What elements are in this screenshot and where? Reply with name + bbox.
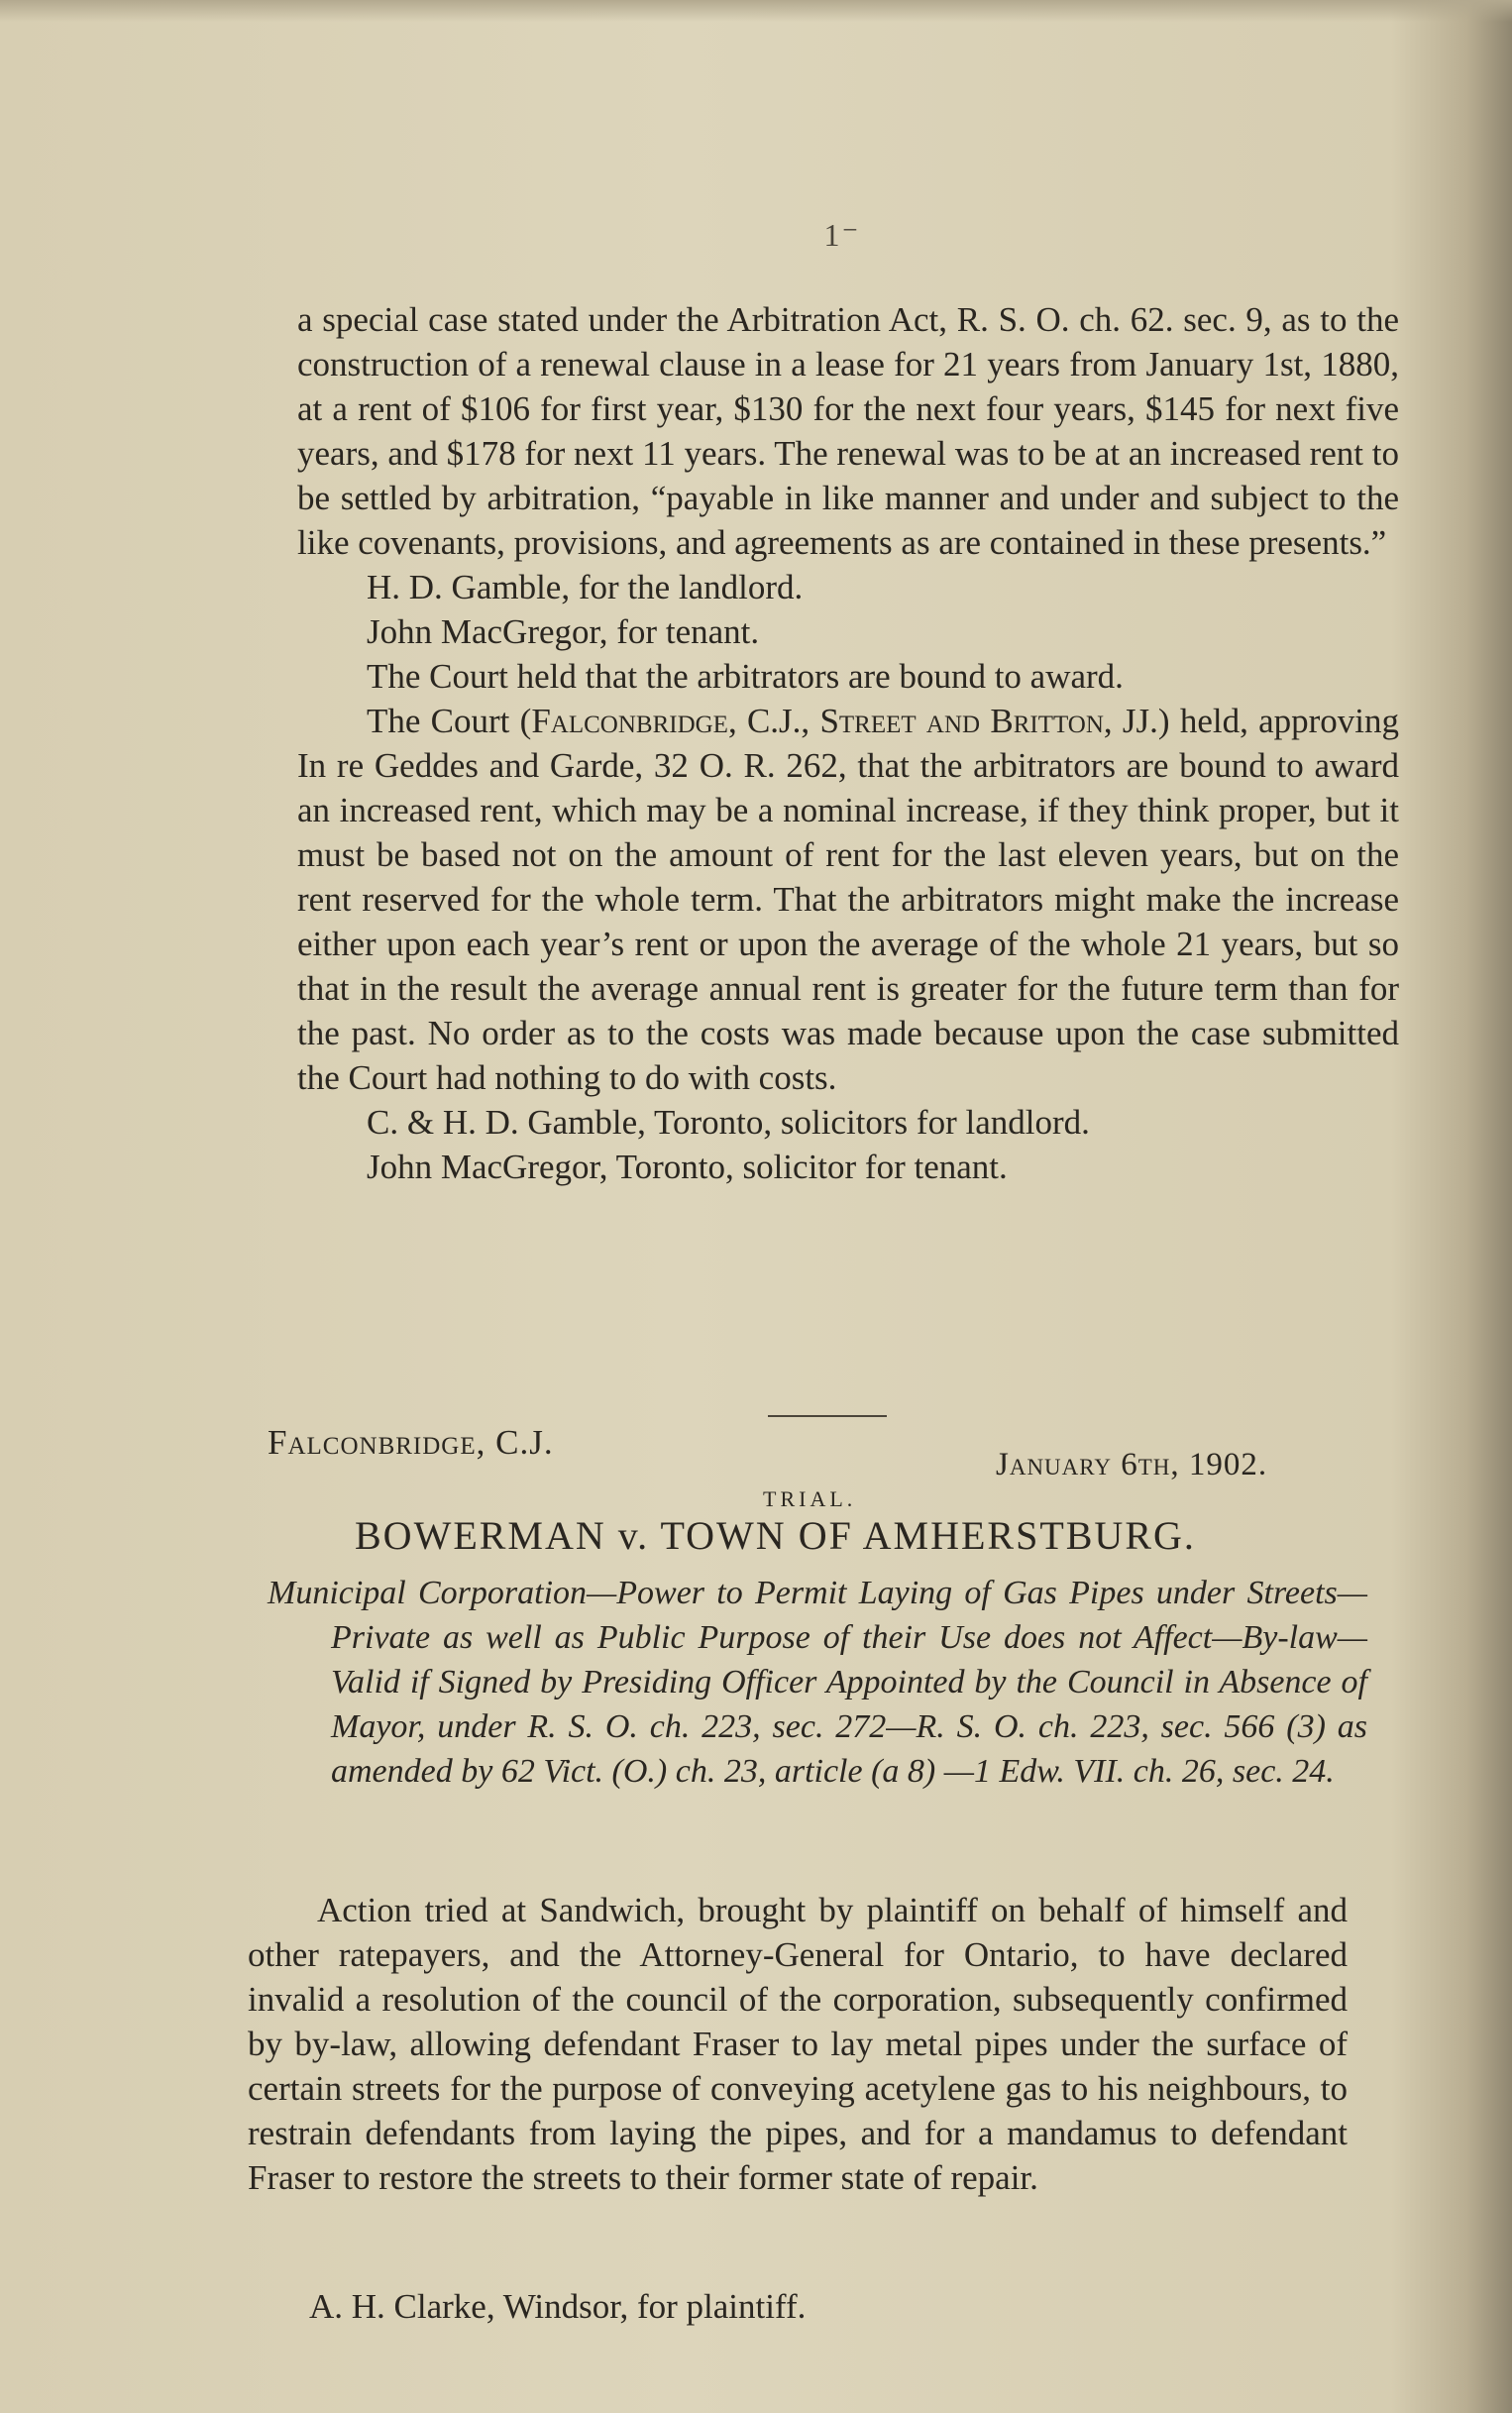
solicitors-tenant: John MacGregor, Toronto, solicitor for tenant. [367, 1148, 1008, 1186]
opening-paragraph: a special case stated under the Arbitration Act, R. S. O. ch. 62. sec. 9, as to the construction of a renewal clause in a lease for 21 years from January 1st, 1880, at a rent of $106 for first year, $130 for the next four years, $145 for next five years, and $178 for next 11 years. The renewal was to be at an increased rent to be settled by arbitration, “payable in like manner and under and subject to the like covenants, provisions, and agreements as are contained in these presents.” [297, 300, 1399, 562]
action-paragraph [248, 1888, 1348, 2200]
judges-names: Falconbridge, C.J., Street and Britton, [531, 702, 1113, 740]
upper-text-block [297, 297, 1399, 1189]
court-judgment-paragraph [297, 699, 1399, 1100]
counsel-tenant: John MacGregor, for tenant. [367, 612, 760, 651]
counsel-landlord: H. D. Gamble, for the landlord. [367, 568, 804, 606]
page-number: 1⁻ [823, 217, 861, 253]
counsel-plaintiff: A. H. Clarke, Windsor, for plaintiff. [309, 2287, 807, 2326]
case-title: BOWERMAN v. TOWN OF AMHERSTBURG. [355, 1513, 1196, 1558]
page-top-shadow [0, 0, 1512, 22]
headnote: Municipal Corporation—Power to Permit Laying of Gas Pipes under Streets—Private as well as Public Purpose of their Use does not Affect—By-law—Valid if Signed by Presiding Officer Appointed by the Council in Absence of Mayor, under R. S. O. ch. 223, sec. 272—R. S. O. ch. 223, sec. 566 (3) as amended by 62 Vict. (O.) ch. 23, article (a 8) —1 Edw. VII. ch. 26, sec. 24. [268, 1575, 1367, 1790]
court-judgment-text: JJ.) held, approving In re Geddes and Garde, 32 O. R. 262, that the arbitrators are bound to award an increased rent, which may be a nominal increase, if they think proper, but it must be based not on the amount of rent for the last eleven years, but on the rent reserved for the whole term. That the arbitrators might make the increase either upon each year’s rent or upon the average of the whole 21 years, but so that in the result the average annual rent is greater for the future term than for the past. No order as to the costs was made because upon the case submitted the Court had nothing to do with costs. [297, 702, 1400, 1097]
judgment-date: January 6th, 1902. [996, 1447, 1268, 1482]
action-text: Action tried at Sandwich, brought by plaintiff on behalf of himself and other ratepayers, and the Attorney-General for Ontario, to have declared invalid a resolution of the council of the corporation, subsequently confirmed by by-law, allowing defendant Fraser to lay metal pipes under the surface of certain streets for the purpose of conveying acetylene gas to his neighbours, to restrain defendants from laying the pipes, and for a mandamus to defendant Fraser to restore the streets to their former state of repair. [248, 1891, 1348, 2197]
trial-label: TRIAL. [763, 1486, 857, 1511]
court-intro: The Court ( [367, 702, 532, 740]
solicitors-landlord: C. & H. D. Gamble, Toronto, solicitors for landlord. [367, 1103, 1090, 1142]
section-divider [768, 1415, 887, 1417]
court-held-line: The Court held that the arbitrators are bound to award. [367, 657, 1124, 696]
judge-name: Falconbridge, C.J. [268, 1423, 554, 1462]
